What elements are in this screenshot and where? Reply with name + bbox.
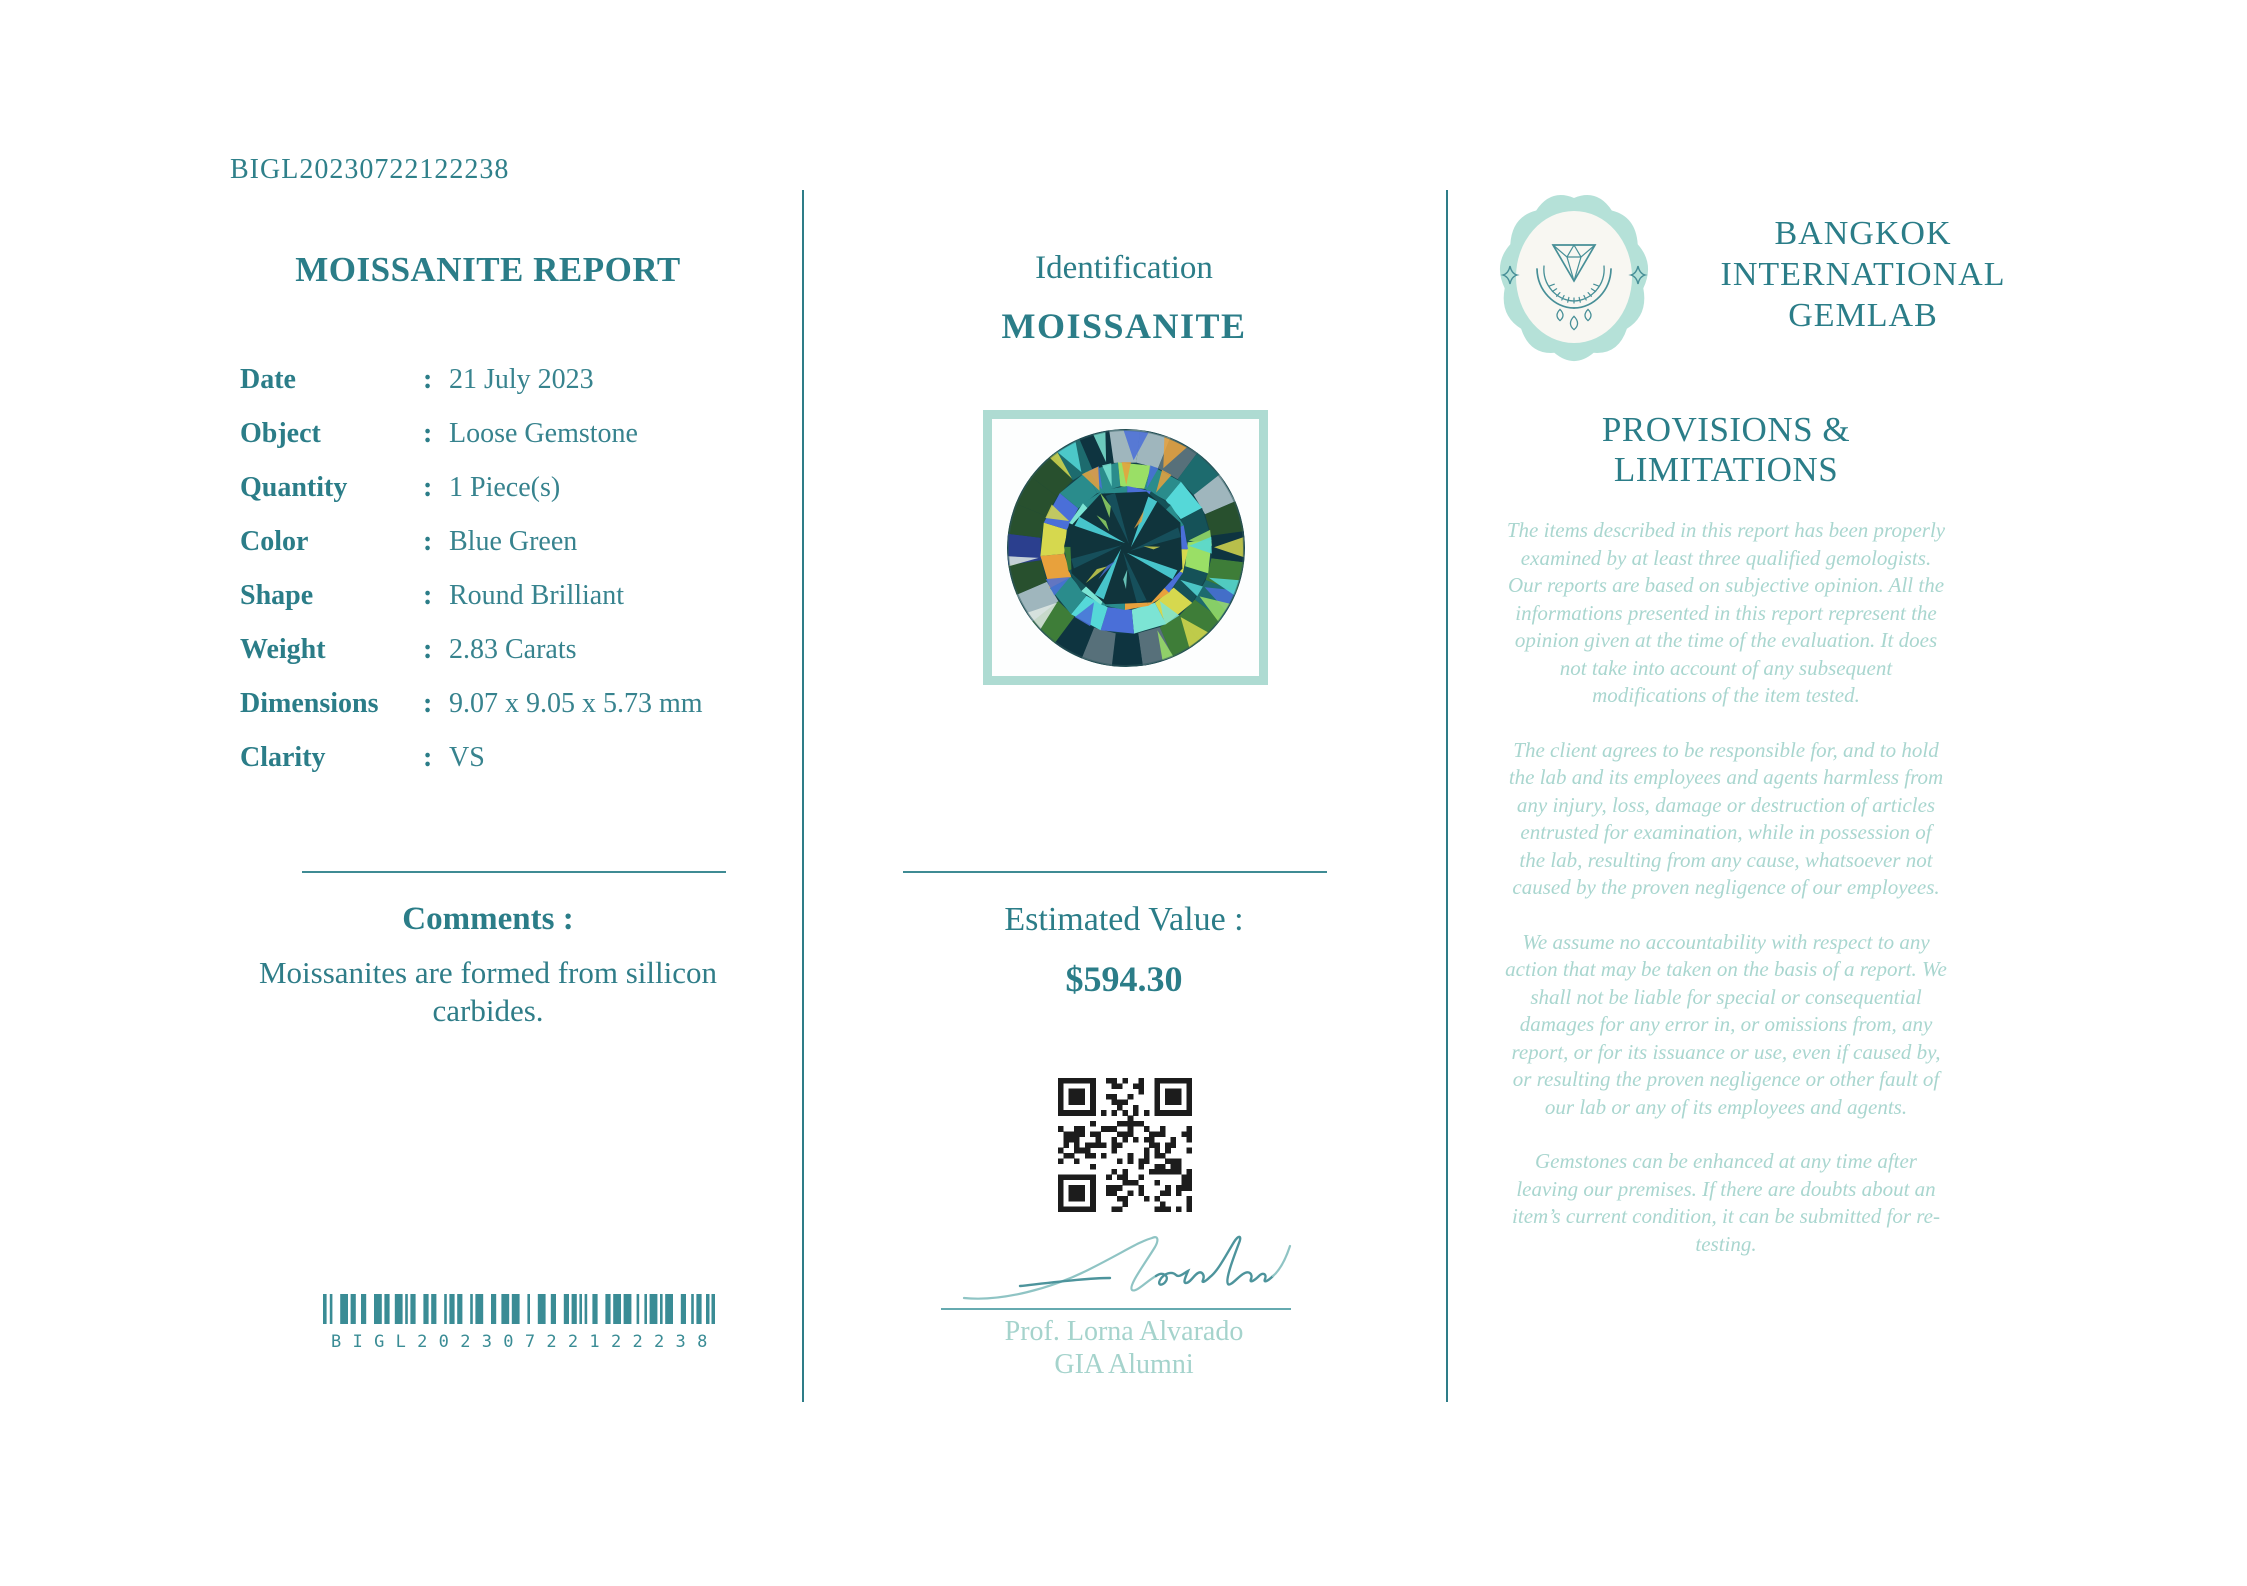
estimated-value-label: Estimated Value : <box>1004 901 1244 938</box>
provisions-paragraphs <box>1505 517 1947 1285</box>
comments-heading: Comments : <box>402 901 574 937</box>
report-column <box>168 0 808 1586</box>
detail-row-clarity <box>240 742 800 796</box>
identification-heading: Identification <box>1035 250 1213 286</box>
detail-colon: : <box>423 472 433 503</box>
detail-colon: : <box>423 580 433 611</box>
gemstone-image <box>1005 427 1247 669</box>
detail-colon: : <box>423 526 433 557</box>
detail-value: 1 Piece(s) <box>449 472 561 503</box>
signature-line <box>941 1308 1291 1310</box>
gemlab-logo <box>1496 186 1652 368</box>
report-title: MOISSANITE REPORT <box>295 250 681 289</box>
detail-colon: : <box>423 418 433 449</box>
detail-label: Dimensions <box>240 688 379 719</box>
detail-value: Round Brilliant <box>449 580 624 611</box>
detail-value: 9.07 x 9.05 x 5.73 mm <box>449 688 703 719</box>
signatory-credential: GIA Alumni <box>1054 1349 1194 1380</box>
comments-divider-line <box>302 871 726 873</box>
provisions-paragraph: The items described in this report has been properly examined by at least three qualified gemologists. Our reports are based on subjective opinion. All the informations presented in this report represent the opinion given at the time of the evaluation. It does not take into account of any subsequent modifications of the item tested. <box>1506 518 1946 707</box>
signature-flourish-right <box>1273 1246 1290 1276</box>
barcode <box>323 1294 719 1352</box>
estimated-value: $594.30 <box>1065 959 1183 999</box>
detail-row-color <box>240 526 800 580</box>
detail-value: Blue Green <box>449 526 578 557</box>
report-number: BIGL20230722122238 <box>230 154 510 185</box>
provisions-paragraph: Gemstones can be enhanced at any time after leaving our premises. If there are doubts about an item’s current condition, it can be submitted for re-testing. <box>1512 1149 1940 1256</box>
detail-label: Color <box>240 526 309 557</box>
detail-value: VS <box>449 742 485 773</box>
identification-value: MOISSANITE <box>1001 306 1247 346</box>
provisions-paragraph: We assume no accountability with respect to any action that may be taken on the basis of a report. We shall not be liable for special or consequential damages for any error in, or omissions from, any report, or for its issuance or use, even if caused by, or resulting the proven negligence or other fault of our lab or any of its employees and agents. <box>1505 929 1947 1119</box>
detail-colon: : <box>423 742 433 773</box>
identification-column <box>802 0 1446 1586</box>
detail-row-weight <box>240 634 800 688</box>
detail-row-shape <box>240 580 800 634</box>
signature <box>960 1230 1292 1310</box>
detail-label: Shape <box>240 580 314 611</box>
detail-label: Quantity <box>240 472 348 503</box>
signatory-name: Prof. Lorna Alvarado <box>1004 1316 1244 1347</box>
detail-value: 21 July 2023 <box>449 364 594 395</box>
detail-row-dimensions <box>240 688 800 742</box>
lab-name-line: BANGKOK <box>1774 215 1952 252</box>
detail-colon: : <box>423 634 433 665</box>
detail-row-date <box>240 364 800 418</box>
detail-label: Weight <box>240 634 326 665</box>
detail-colon: : <box>423 688 433 719</box>
estimated-value-divider-line <box>903 871 1327 873</box>
detail-row-quantity <box>240 472 800 526</box>
detail-value: Loose Gemstone <box>449 418 638 449</box>
lab-name <box>1680 213 2046 336</box>
gem-details-list <box>240 364 800 796</box>
detail-row-object <box>240 418 800 472</box>
detail-label: Object <box>240 418 321 449</box>
comments-text: Moissanites are formed from sillicon carbides. <box>258 955 717 1028</box>
provisions-paragraph: The client agrees to be responsible for, and to hold the lab and its employees and agents harmless from any injury, loss, damage or destruction of articles entrusted for examination, while in possession of the lab, resulting from any cause, whatsoever not caused by the proven negligence of our employees. <box>1508 737 1944 899</box>
qr-code <box>1058 1078 1192 1212</box>
barcode-bars <box>323 1294 715 1324</box>
detail-colon: : <box>423 364 433 395</box>
lab-column <box>1446 0 2086 1586</box>
detail-value: 2.83 Carats <box>449 634 577 665</box>
lab-name-line: INTERNATIONAL <box>1720 256 2006 293</box>
detail-label: Clarity <box>240 742 326 773</box>
barcode-text: BIGL20230722122238 <box>331 1332 719 1352</box>
gem-photo-frame <box>983 410 1268 685</box>
detail-label: Date <box>240 364 296 395</box>
signature-flourish-left <box>964 1237 1157 1299</box>
provisions-heading: PROVISIONS & LIMITATIONS <box>1601 410 1851 489</box>
lab-name-line: GEMLAB <box>1788 297 1938 334</box>
